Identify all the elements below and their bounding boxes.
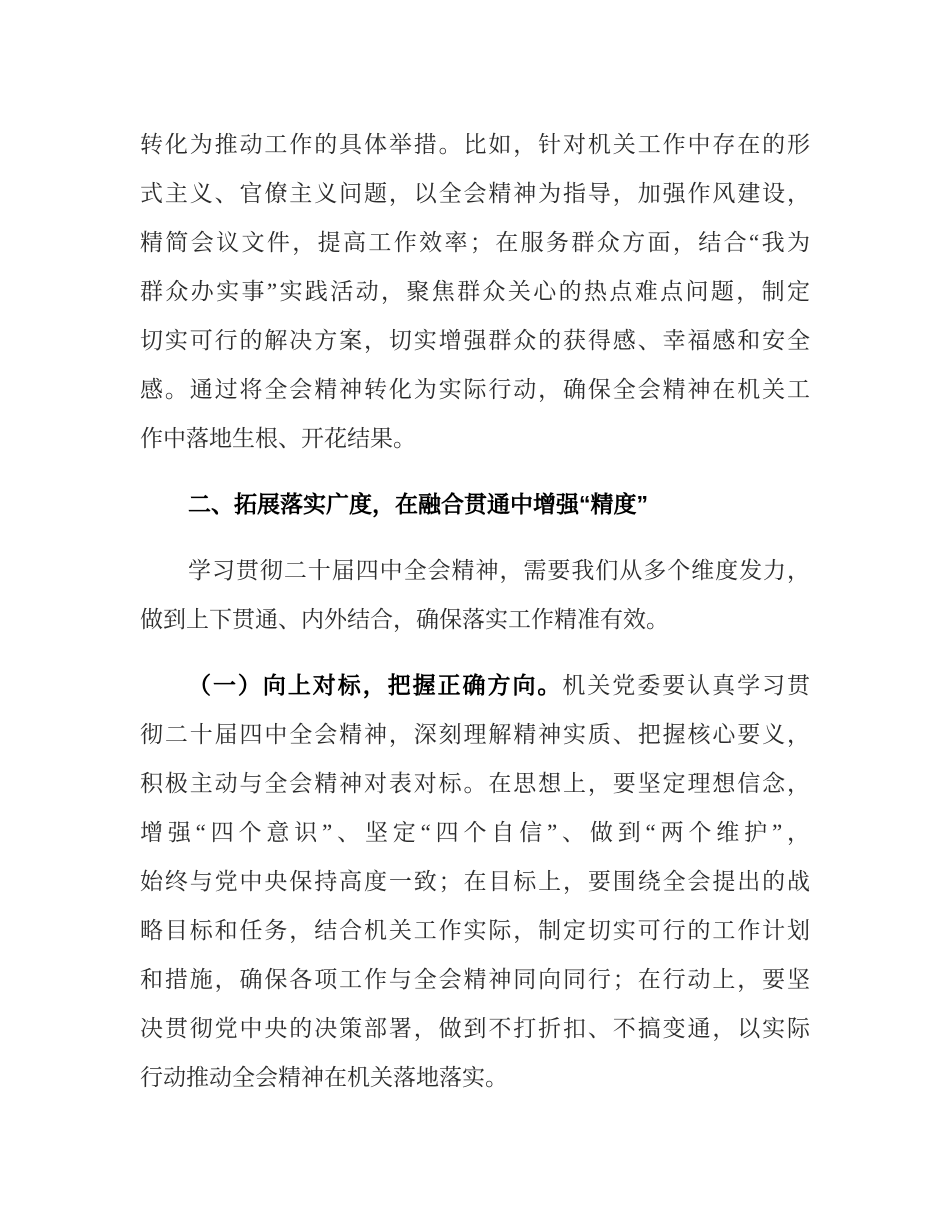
- text-segment: 切实可行的解决方案，切实增强群众的获得感、幸福感和安全: [140, 328, 810, 353]
- text-line: [140, 1053, 810, 1102]
- text-segment: 积极主动与全会精神对表对标。在思想上，要坚定理想信念，: [140, 771, 810, 796]
- text-line: [140, 955, 810, 1004]
- text-segment: 转化为推动工作的具体举措。比如，针对机关工作中存在的形: [140, 132, 810, 157]
- text-line: [140, 414, 810, 463]
- text-line: [140, 480, 810, 529]
- text-segment: 始终与党中央保持高度一致；在目标上，要围绕全会提出的战: [140, 869, 810, 894]
- section-heading-2: [140, 480, 810, 529]
- text-line: [140, 169, 810, 218]
- text-segment: 机关党委要认真学习贯: [562, 673, 810, 698]
- text-line: [140, 808, 810, 857]
- text-segment: 决贯彻党中央的决策部署，做到不打折扣、不搞变通，以实际: [140, 1016, 810, 1041]
- text-line: [140, 710, 810, 759]
- text-line: [140, 595, 810, 644]
- text-segment: 作中落地生根、开花结果。: [140, 426, 416, 451]
- text-segment: 彻二十届四中全会精神，深刻理解精神实质、把握核心要义，: [140, 722, 810, 747]
- text-segment: 学习贯彻二十届四中全会精神，需要我们从多个维度发力，: [188, 558, 810, 583]
- paragraph-section-2-intro: [140, 546, 810, 644]
- text-segment: 式主义、官僚主义问题，以全会精神为指导，加强作风建设，: [140, 181, 810, 206]
- text-line: [140, 546, 810, 595]
- text-line: [140, 1004, 810, 1053]
- text-segment: 精简会议文件，提高工作效率；在服务群众方面，结合“我为: [140, 230, 810, 255]
- text-line: [140, 218, 810, 267]
- bold-text-segment: （一）向上对标，把握正确方向。: [188, 672, 563, 698]
- text-line: [140, 267, 810, 316]
- paragraph-point-1: [140, 661, 810, 1102]
- text-segment: 和措施，确保各项工作与全会精神同向同行；在行动上，要坚: [140, 967, 810, 992]
- text-line: [140, 857, 810, 906]
- bold-text-segment: 二、拓展落实广度，在融合贯通中增强“精度”: [188, 491, 648, 517]
- text-line: [140, 316, 810, 365]
- text-segment: 略目标和任务，结合机关工作实际，制定切实可行的工作计划: [140, 918, 810, 943]
- text-line: [140, 120, 810, 169]
- text-line: [140, 365, 810, 414]
- text-line: [140, 661, 810, 710]
- text-segment: 做到上下贯通、内外结合，确保落实工作精准有效。: [140, 607, 669, 632]
- text-segment: 群众办实事”实践活动，聚焦群众关心的热点难点问题，制定: [140, 279, 810, 304]
- text-segment: 感。通过将全会精神转化为实际行动，确保全会精神在机关工: [140, 377, 810, 402]
- text-line: [140, 906, 810, 955]
- text-segment: 行动推动全会精神在机关落地落实。: [140, 1065, 508, 1090]
- text-line: [140, 759, 810, 808]
- paragraph-continuation: [140, 120, 810, 463]
- text-segment: 增强“四个意识”、坚定“四个自信”、做到“两个维护”，: [140, 820, 810, 845]
